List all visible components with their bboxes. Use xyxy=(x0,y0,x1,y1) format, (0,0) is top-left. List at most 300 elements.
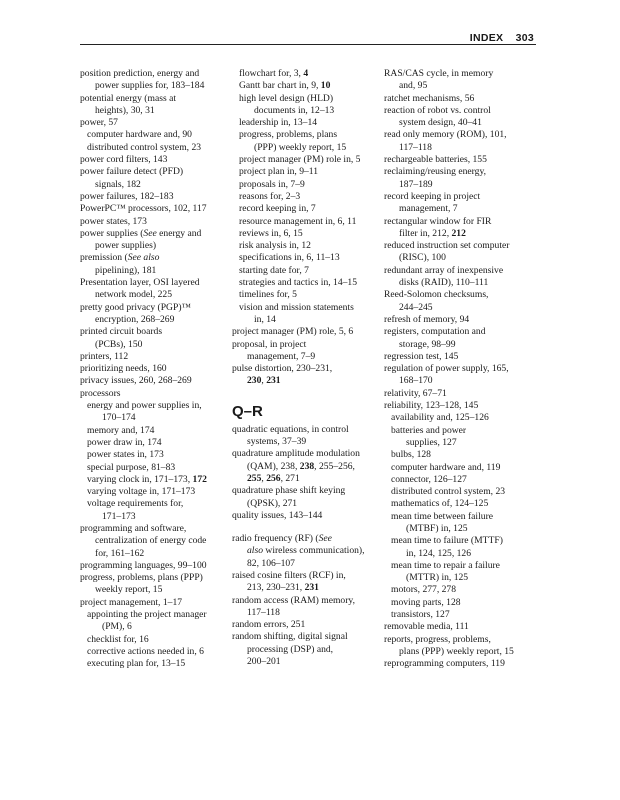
entry-text: motors, 277, 278 xyxy=(391,584,457,596)
figure-page-ref: 172 xyxy=(192,473,207,485)
index-subentry xyxy=(232,129,378,141)
entry-text: and, 95 xyxy=(399,80,428,92)
index-entry xyxy=(232,424,378,436)
entry-text: , xyxy=(261,375,267,387)
index-entry xyxy=(80,228,226,240)
entry-text: specifications in, 6, 11–13 xyxy=(239,252,340,264)
index-entry xyxy=(384,265,530,277)
entry-text: refresh of memory, 94 xyxy=(384,313,470,325)
index-entry xyxy=(80,203,226,215)
entry-text: registers, computation and xyxy=(384,326,486,338)
index-entry xyxy=(384,216,530,228)
index-entry-continuation xyxy=(80,535,226,547)
entry-text: power supplies for, 183–184 xyxy=(95,80,205,92)
entry-text: management, 7–9 xyxy=(247,350,316,362)
entry-text: quadrature amplitude modulation xyxy=(232,448,360,460)
index-subentry xyxy=(232,179,378,191)
index-entry xyxy=(80,351,226,363)
index-entry xyxy=(384,93,530,105)
entry-text: rectangular window for FIR xyxy=(384,215,492,227)
entry-text: prioritizing needs, 160 xyxy=(80,363,167,375)
index-entry xyxy=(232,339,378,351)
entry-text: moving parts, 128 xyxy=(391,596,461,608)
entry-text: power cord filters, 143 xyxy=(80,154,168,166)
index-subentry xyxy=(232,93,378,105)
entry-text: power supplies) xyxy=(95,240,157,252)
index-entry xyxy=(384,240,530,252)
entry-text: programming and software, xyxy=(80,522,187,534)
entry-text: privacy issues, 260, 268–269 xyxy=(80,375,192,387)
entry-text: checklist for, 16 xyxy=(87,633,149,645)
index-entry xyxy=(384,363,530,375)
index-entry xyxy=(232,363,378,375)
index-subentry xyxy=(232,191,378,203)
index-entry-continuation xyxy=(80,584,226,596)
index-entry-continuation xyxy=(232,105,378,117)
index-entry-continuation xyxy=(384,375,530,387)
entry-text: 213, 230–231, xyxy=(247,582,305,594)
index-subentry xyxy=(384,498,530,510)
entry-text: computer hardware and, 90 xyxy=(87,129,192,141)
index-subentry xyxy=(384,474,530,486)
index-entry xyxy=(80,326,226,338)
entry-text: read only memory (ROM), 101, xyxy=(384,129,507,141)
index-subentry xyxy=(232,80,378,92)
entry-text: 170–174 xyxy=(102,412,136,424)
index-entry-continuation xyxy=(232,461,378,473)
entry-text: removable media, 111 xyxy=(384,621,469,633)
entry-text: reclaiming/reusing energy, xyxy=(384,166,487,178)
index-entry xyxy=(384,400,530,412)
index-entry xyxy=(80,523,226,535)
entry-text: power failures, 182–183 xyxy=(80,190,174,202)
index-entry-continuation xyxy=(384,302,530,314)
entry-text: special purpose, 81–83 xyxy=(87,461,176,473)
index-subentry xyxy=(232,240,378,252)
entry-text: varying clock in, 171–173, xyxy=(87,473,193,485)
entry-text: pretty good privacy (PGP)™ xyxy=(80,301,191,313)
entry-text: for, 161–162 xyxy=(95,547,145,559)
entry-text: reasons for, 2–3 xyxy=(239,190,301,202)
entry-text: reduced instruction set computer xyxy=(384,240,510,252)
index-subentry xyxy=(80,658,226,670)
entry-text: , xyxy=(261,472,267,484)
index-column-3 xyxy=(384,68,530,671)
index-subentry xyxy=(232,265,378,277)
index-entry-continuation xyxy=(232,607,378,619)
entry-text: printers, 112 xyxy=(80,350,129,362)
index-entry-continuation xyxy=(232,644,378,656)
entry-text: 168–170 xyxy=(399,375,433,387)
entry-text: bulbs, 128 xyxy=(391,449,431,461)
index-subentry xyxy=(384,449,530,461)
section-heading: Q–R xyxy=(232,402,263,420)
index-entry xyxy=(80,363,226,375)
index-subentry xyxy=(80,400,226,412)
index-entry xyxy=(232,533,378,545)
entry-text: plans (PPP) weekly report, 15 xyxy=(399,645,514,657)
entry-text: power states in, 173 xyxy=(87,449,164,461)
entry-text: processors xyxy=(80,387,121,399)
running-head-label: INDEX xyxy=(469,32,504,44)
index-entry xyxy=(384,191,530,203)
entry-text: distributed control system, 23 xyxy=(87,141,202,153)
entry-text: random shifting, digital signal xyxy=(232,631,348,643)
index-column-2 xyxy=(232,68,378,668)
index-entry-continuation xyxy=(232,351,378,363)
index-subentry xyxy=(384,412,530,424)
index-entry xyxy=(80,216,226,228)
index-entry-continuation xyxy=(80,314,226,326)
entry-text: programming languages, 99–100 xyxy=(80,559,207,571)
entry-text: proposal, in project xyxy=(232,338,307,350)
index-entry xyxy=(80,302,226,314)
entry-text: 200–201 xyxy=(247,656,281,668)
entry-text: timelines for, 5 xyxy=(239,289,297,301)
entry-text: varying voltage in, 171–173 xyxy=(87,486,196,498)
index-entry-continuation xyxy=(232,545,378,557)
entry-text: distributed control system, 23 xyxy=(391,486,506,498)
entry-text: 82, 106–107 xyxy=(247,557,295,569)
entry-text: reviews in, 6, 15 xyxy=(239,227,303,239)
index-entry xyxy=(384,388,530,400)
entry-text: network model, 225 xyxy=(95,289,173,301)
index-entry-continuation xyxy=(80,339,226,351)
index-subentry xyxy=(80,474,226,486)
cross-reference: also xyxy=(247,545,263,557)
entry-text: 187–189 xyxy=(399,178,433,190)
entry-text: memory and, 174 xyxy=(87,424,155,436)
index-entry-continuation xyxy=(384,179,530,191)
index-entry-continuation xyxy=(384,117,530,129)
index-entry xyxy=(232,631,378,643)
index-subentry xyxy=(232,277,378,289)
entry-text: documents in, 12–13 xyxy=(254,104,335,116)
index-subentry xyxy=(384,597,530,609)
entry-text: pulse distortion, 230–231, xyxy=(232,363,333,375)
index-entry xyxy=(80,166,226,178)
index-subentry xyxy=(384,560,530,572)
running-head xyxy=(470,32,534,44)
index-entry xyxy=(232,326,378,338)
entry-text: (MTBF) in, 125 xyxy=(406,522,468,534)
entry-text: , 271 xyxy=(280,472,300,484)
index-column-1 xyxy=(80,68,226,671)
entry-text: , 255–256, xyxy=(314,460,355,472)
entry-spacer xyxy=(232,522,378,533)
index-entry-continuation xyxy=(80,240,226,252)
index-subentry xyxy=(232,302,378,314)
index-entry-continuation xyxy=(80,412,226,424)
entry-text: batteries and power xyxy=(391,424,467,436)
index-entry xyxy=(384,658,530,670)
index-entry xyxy=(80,252,226,264)
index-entry xyxy=(80,572,226,584)
entry-text: project plan in, 9–11 xyxy=(239,166,319,178)
entry-text: starting date for, 7 xyxy=(239,264,309,276)
entry-text: weekly report, 15 xyxy=(95,584,163,596)
index-subentry xyxy=(80,498,226,510)
entry-text: disks (RAID), 110–111 xyxy=(399,277,489,289)
entry-text: flowchart for, 3, xyxy=(239,68,304,79)
entry-text: quadratic equations, in control xyxy=(232,423,349,435)
entry-text: computer hardware and, 119 xyxy=(391,461,501,473)
entry-text: potential energy (mass at xyxy=(80,92,176,104)
entry-text: project management, 1–17 xyxy=(80,596,183,608)
entry-text: supplies, 127 xyxy=(406,436,457,448)
index-subentry xyxy=(80,449,226,461)
entry-text: pipelining), 181 xyxy=(95,264,157,276)
index-entry-continuation xyxy=(384,572,530,584)
cross-reference: See xyxy=(318,533,332,545)
index-entry xyxy=(80,597,226,609)
entry-text: rechargeable batteries, 155 xyxy=(384,154,487,166)
index-entry-continuation xyxy=(80,548,226,560)
index-entry xyxy=(80,117,226,129)
entry-text: regulation of power supply, 165, xyxy=(384,363,509,375)
entry-text: record keeping in, 7 xyxy=(239,203,316,215)
index-entry xyxy=(80,560,226,572)
index-entry-continuation xyxy=(80,179,226,191)
index-subentry xyxy=(80,142,226,154)
entry-text: regression test, 145 xyxy=(384,350,459,362)
entry-text: mean time to repair a failure xyxy=(391,559,500,571)
figure-page-ref: 230 xyxy=(247,375,262,387)
entry-text: (PCBs), 150 xyxy=(95,338,143,350)
entry-text: corrective actions needed in, 6 xyxy=(87,645,204,657)
index-entry-continuation xyxy=(384,277,530,289)
index-entry-continuation xyxy=(232,314,378,326)
entry-text: position prediction, energy and xyxy=(80,68,200,79)
entry-text: 117–118 xyxy=(247,606,280,618)
entry-text: appointing the project manager xyxy=(87,609,207,621)
index-entry xyxy=(232,510,378,522)
index-entry-continuation xyxy=(384,339,530,351)
entry-text: random access (RAM) memory, xyxy=(232,594,355,606)
entry-text: centralization of energy code xyxy=(95,535,207,547)
index-entry xyxy=(384,289,530,301)
entry-text: quadrature phase shift keying xyxy=(232,485,346,497)
entry-text: signals, 182 xyxy=(95,178,141,190)
header-rule xyxy=(80,44,536,45)
entry-text: mean time between failure xyxy=(391,510,494,522)
entry-text: reports, progress, problems, xyxy=(384,633,491,645)
cross-reference: See xyxy=(143,227,157,239)
index-entry xyxy=(80,277,226,289)
entry-text: high level design (HLD) xyxy=(239,92,334,104)
index-subentry xyxy=(232,117,378,129)
entry-text: connector, 126–127 xyxy=(391,473,467,485)
entry-text: (RISC), 100 xyxy=(399,252,446,264)
entry-text: project manager (PM) role in, 5 xyxy=(239,154,361,166)
index-subentry xyxy=(232,289,378,301)
entry-text: 244–245 xyxy=(399,301,433,313)
index-subentry xyxy=(384,486,530,498)
index-subentry xyxy=(232,203,378,215)
entry-text: premission ( xyxy=(80,252,128,264)
entry-text: energy and xyxy=(156,227,202,239)
entry-text: in, 14 xyxy=(254,313,276,325)
figure-page-ref: 4 xyxy=(303,68,309,79)
index-entry-continuation xyxy=(232,498,378,510)
index-entry xyxy=(384,314,530,326)
index-subentry xyxy=(80,634,226,646)
entry-text: mean time to failure (MTTF) xyxy=(391,535,503,547)
index-entry xyxy=(232,570,378,582)
index-entry xyxy=(80,375,226,387)
figure-page-ref: 256 xyxy=(266,472,281,484)
entry-text: executing plan for, 13–15 xyxy=(87,658,186,670)
entry-text: reprogramming computers, 119 xyxy=(384,658,505,670)
index-subentry xyxy=(384,609,530,621)
entry-text: (QAM), 238, xyxy=(247,460,300,472)
entry-text: wireless communication), xyxy=(263,545,365,557)
entry-text: record keeping in project xyxy=(384,190,481,202)
index-entry-continuation xyxy=(232,375,378,387)
entry-text: raised cosine filters (RCF) in, xyxy=(232,569,346,581)
figure-page-ref: 231 xyxy=(266,375,281,387)
entry-text: management, 7 xyxy=(399,203,458,215)
index-entry-continuation xyxy=(384,80,530,92)
index-entry xyxy=(384,166,530,178)
index-entry-continuation xyxy=(80,80,226,92)
entry-text: redundant array of inexpensive xyxy=(384,264,504,276)
entry-text: RAS/CAS cycle, in memory xyxy=(384,68,494,79)
entry-text: heights), 30, 31 xyxy=(95,104,155,116)
index-entry-continuation xyxy=(384,437,530,449)
index-entry-continuation xyxy=(384,646,530,658)
index-entry xyxy=(232,619,378,631)
index-subentry xyxy=(80,437,226,449)
index-subentry xyxy=(80,646,226,658)
entry-text: availability and, 125–126 xyxy=(391,412,489,424)
entry-text: power failure detect (PFD) xyxy=(80,166,184,178)
index-entry-continuation xyxy=(232,582,378,594)
index-entry-continuation xyxy=(80,289,226,301)
index-entry-continuation xyxy=(232,656,378,668)
index-subentry xyxy=(80,486,226,498)
index-subentry xyxy=(384,535,530,547)
entry-text: reliability, 123–128, 145 xyxy=(384,400,479,412)
entry-text: proposals in, 7–9 xyxy=(239,178,305,190)
entry-text: (PM), 6 xyxy=(102,621,132,633)
entry-text: storage, 98–99 xyxy=(399,338,456,350)
index-entry xyxy=(80,154,226,166)
figure-page-ref: 231 xyxy=(304,582,319,594)
entry-text: ratchet mechanisms, 56 xyxy=(384,92,475,104)
figure-page-ref: 238 xyxy=(299,460,315,472)
index-entry-continuation xyxy=(80,621,226,633)
index-subentry xyxy=(384,462,530,474)
index-entry-continuation xyxy=(232,436,378,448)
index-entry-continuation xyxy=(80,511,226,523)
entry-text: energy and power supplies in, xyxy=(87,400,202,412)
index-subentry xyxy=(80,425,226,437)
index-subentry xyxy=(232,166,378,178)
index-entry xyxy=(384,351,530,363)
index-subentry xyxy=(232,228,378,240)
entry-text: voltage requirements for, xyxy=(87,498,184,510)
entry-text: filter in, 212, xyxy=(399,227,452,239)
entry-text: project manager (PM) role, 5, 6 xyxy=(232,326,354,338)
entry-text: 117–118 xyxy=(399,141,432,153)
index-entry xyxy=(384,634,530,646)
index-entry-continuation xyxy=(384,252,530,264)
index-entry-continuation xyxy=(80,265,226,277)
entry-text: radio frequency (RF) ( xyxy=(232,533,319,545)
entry-text: processing (DSP) and, xyxy=(247,643,334,655)
entry-text: progress, problems, plans xyxy=(239,129,338,141)
entry-text: PowerPC™ processors, 102, 117 xyxy=(80,203,207,215)
index-entry-continuation xyxy=(384,548,530,560)
index-entry-continuation xyxy=(384,523,530,535)
index-entry xyxy=(232,485,378,497)
index-subentry xyxy=(384,511,530,523)
index-entry-continuation xyxy=(384,228,530,240)
index-subentry xyxy=(384,425,530,437)
entry-text: relativity, 67–71 xyxy=(384,387,447,399)
index-entry xyxy=(384,105,530,117)
index-entry xyxy=(384,68,530,80)
index-entry xyxy=(80,68,226,80)
entry-text: (MTTR) in, 125 xyxy=(406,572,469,584)
entry-text: risk analysis in, 12 xyxy=(239,240,311,252)
page-number: 303 xyxy=(515,32,534,44)
entry-text: progress, problems, plans (PPP) xyxy=(80,572,203,584)
entry-text: Reed-Solomon checksums, xyxy=(384,289,489,301)
index-entry xyxy=(80,93,226,105)
index-subentry xyxy=(232,252,378,264)
entry-text: mathematics of, 124–125 xyxy=(391,498,489,510)
entry-text: systems, 37–39 xyxy=(247,436,307,448)
index-entry xyxy=(384,326,530,338)
index-subentry xyxy=(232,216,378,228)
entry-text: power states, 173 xyxy=(80,215,147,227)
index-entry xyxy=(384,129,530,141)
index-entry-continuation xyxy=(232,473,378,485)
entry-text: encryption, 268–269 xyxy=(95,313,175,325)
index-entry-continuation xyxy=(80,105,226,117)
entry-text: Gantt bar chart in, 9, xyxy=(239,80,321,92)
entry-text: transistors, 127 xyxy=(391,609,450,621)
entry-text: power draw in, 174 xyxy=(87,436,162,448)
index-entry-continuation xyxy=(232,142,378,154)
entry-text: random errors, 251 xyxy=(232,619,306,631)
index-entry xyxy=(232,595,378,607)
index-entry xyxy=(384,621,530,633)
entry-text: power supplies ( xyxy=(80,227,144,239)
entry-text: leadership in, 13–14 xyxy=(239,117,318,129)
entry-text: printed circuit boards xyxy=(80,326,163,338)
entry-text: 171–173 xyxy=(102,510,136,522)
index-entry-continuation xyxy=(384,142,530,154)
index-entry xyxy=(232,448,378,460)
entry-text: vision and mission statements xyxy=(239,301,354,313)
entry-text: (QPSK), 271 xyxy=(247,497,298,509)
index-entry xyxy=(80,388,226,400)
cross-reference: See also xyxy=(127,252,160,264)
entry-text: system design, 40–41 xyxy=(399,117,482,129)
index-subentry xyxy=(80,462,226,474)
index-entry-continuation xyxy=(232,558,378,570)
index-subentry xyxy=(80,609,226,621)
entry-text: Presentation layer, OSI layered xyxy=(80,277,200,289)
index-subentry xyxy=(384,584,530,596)
figure-page-ref: 10 xyxy=(320,80,331,92)
index-subentry xyxy=(80,129,226,141)
entry-text: power, 57 xyxy=(80,117,118,129)
entry-text: (PPP) weekly report, 15 xyxy=(254,141,347,153)
